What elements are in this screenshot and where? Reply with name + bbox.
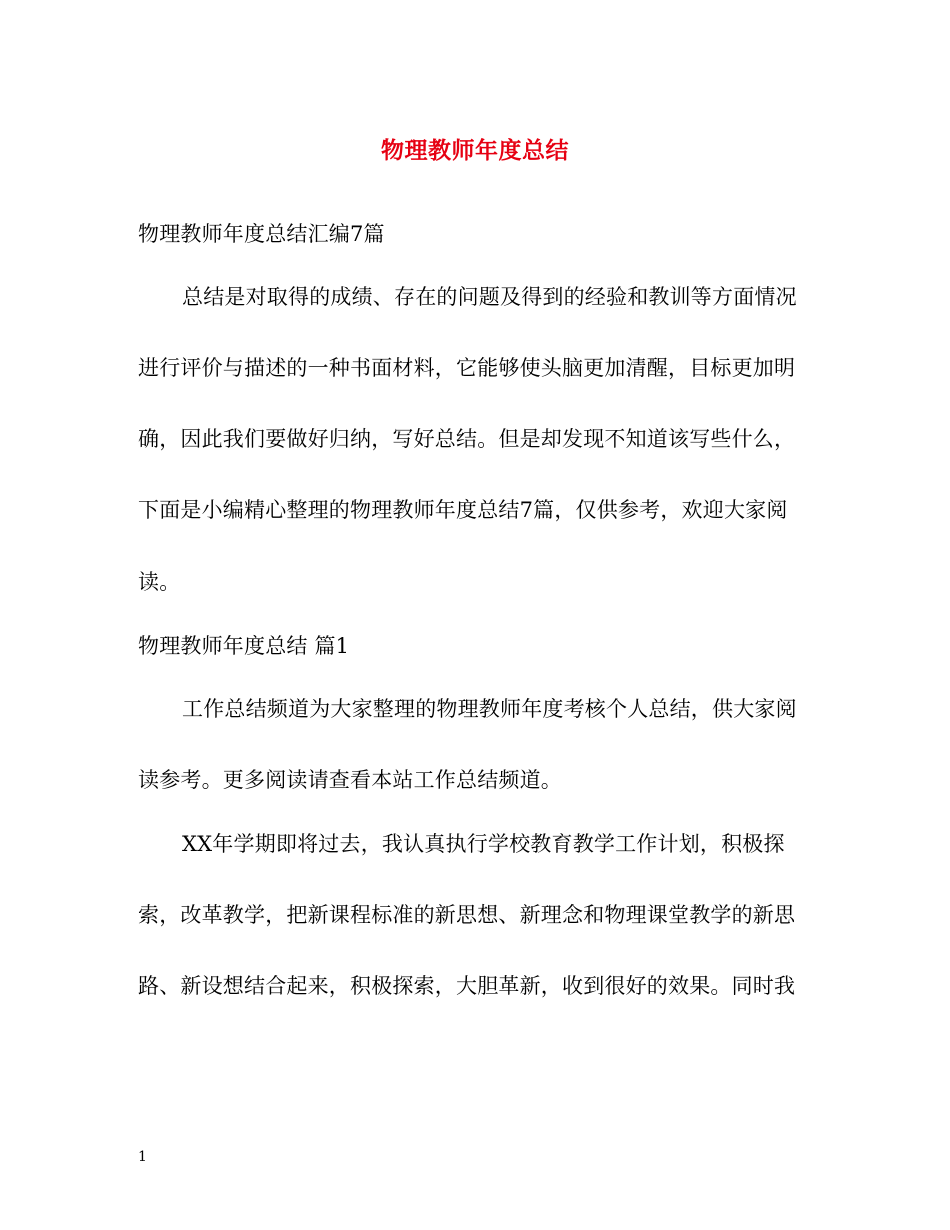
document-title: 物理教师年度总结: [381, 137, 569, 164]
paragraph-2-line-3: 路、新设想结合起来，积极探索，大胆革新，收到很好的效果。同时我: [138, 974, 796, 998]
paragraph-2-line-2: 索，改革教学，把新课程标准的新思想、新理念和物理课堂教学的新思: [138, 903, 796, 927]
intro-line-5: 读。: [138, 570, 181, 594]
section-heading: 物理教师年度总结 篇1: [138, 634, 350, 658]
intro-line-4: 下面是小编精心整理的物理教师年度总结7篇，仅供参考，欢迎大家阅: [138, 498, 788, 522]
page-number: 1: [138, 1149, 147, 1165]
paragraph-2-line-1: XX年学期即将过去，我认真执行学校教育教学工作计划，积极探: [182, 832, 785, 856]
document-subtitle: 物理教师年度总结汇编7篇: [138, 222, 385, 246]
intro-line-3: 确，因此我们要做好归纳，写好总结。但是却发现不知道该写些什么，: [138, 427, 796, 451]
intro-line-1: 总结是对取得的成绩、存在的问题及得到的经验和教训等方面情况: [182, 285, 797, 309]
intro-line-2: 进行评价与描述的一种书面材料，它能够使头脑更加清醒，目标更加明: [138, 356, 796, 380]
paragraph-1-line-2: 读参考。更多阅读请查看本站工作总结频道。: [138, 768, 562, 792]
paragraph-1-line-1: 工作总结频道为大家整理的物理教师年度考核个人总结，供大家阅: [182, 697, 797, 721]
